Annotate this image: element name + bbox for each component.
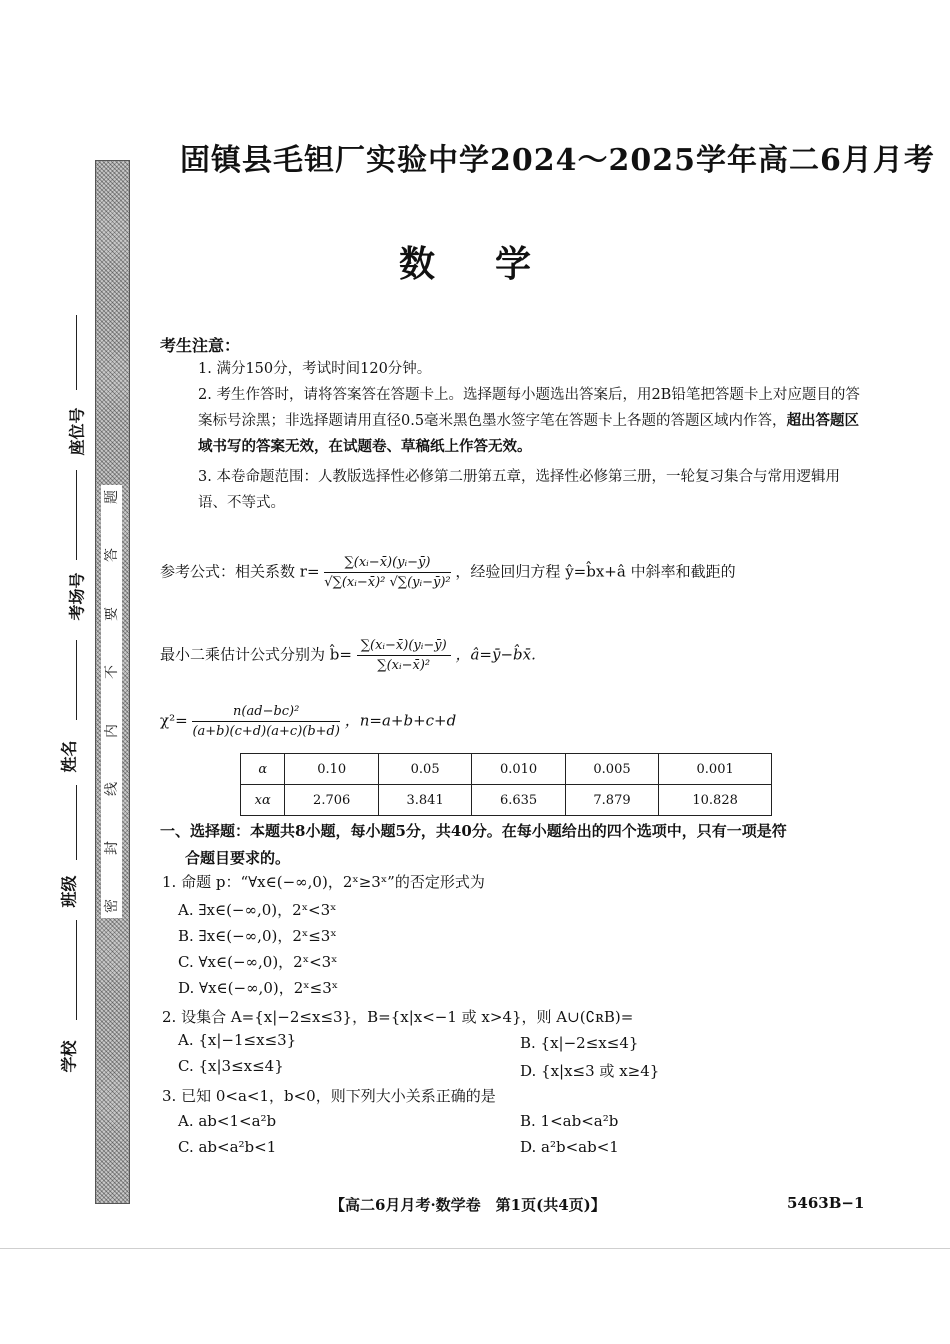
binding-char: 线 <box>103 782 120 797</box>
binding-char: 密 <box>103 898 120 913</box>
question-1-option-b[interactable]: B. ∃x∈(−∞,0)，2ˣ≤3ˣ <box>178 927 337 945</box>
binding-char: 要 <box>103 606 120 621</box>
question-1-option-d[interactable]: D. ∀x∈(−∞,0)，2ˣ≤3ˣ <box>178 979 339 997</box>
critical-value-table <box>240 753 772 816</box>
notice-item-1: 1. 满分150分，考试时间120分钟。 <box>198 361 432 377</box>
formula-least-squares: 最小二乘估计公式分别为 b̂= $\frac{\text{∑(xᵢ−x̄)(yᵢ−ȳ)}}{\text{∑(xᵢ−x̄)²}}$ ，â=ȳ−b̂x̄. <box>160 638 536 673</box>
question-3-option-d[interactable]: D. a²b<ab<1 <box>520 1138 619 1156</box>
binding-char: 封 <box>103 840 120 855</box>
question-3-stem: 3. 已知 0<a<1，b<0，则下列大小关系正确的是 <box>162 1087 496 1105</box>
question-1-stem: 1. 命题 p：“∀x∈(−∞,0)，2ˣ≥3ˣ”的否定形式为 <box>162 873 485 891</box>
exam-title: 固镇县毛钽厂实验中学2024～2025学年高二6月月考 <box>180 143 935 178</box>
notice-item-3: 3. 本卷命题范围：人教版选择性必修第二册第五章，选择性必修第三册，一轮复习集合与常用逻辑用语、不等式。 <box>198 469 840 511</box>
binding-char: 不 <box>103 665 120 680</box>
notice-heading: 考生注意： <box>160 336 241 355</box>
question-2-option-a[interactable]: A. {x|−1≤x≤3} <box>178 1031 297 1049</box>
question-3-option-b[interactable]: B. 1<ab<a²b <box>520 1112 619 1130</box>
binding-char: 答 <box>103 548 120 563</box>
table-cell: 0.005 <box>565 754 658 785</box>
name-line <box>76 640 77 720</box>
table-cell: α <box>241 754 285 785</box>
binding-strip-text <box>101 485 122 918</box>
page-bottom-rule <box>0 1248 950 1249</box>
question-3-option-c[interactable]: C. ab<a²b<1 <box>178 1138 277 1156</box>
table-row <box>241 785 772 816</box>
table-cell: 0.10 <box>285 754 378 785</box>
page-footer: 【高二6月月考·数学卷 第1页(共4页)】 <box>330 1196 606 1214</box>
chi-square-fraction: $\frac{\text{n(ad−bc)²}}{(a+b)(c+d)(a+c)(b+d)}$ <box>192 704 340 739</box>
slope-fraction: $\frac{\text{∑(xᵢ−x̄)(yᵢ−ȳ)}}{\text{∑(xᵢ−x̄)²}}$ <box>357 638 451 673</box>
exam-room-line <box>76 470 77 560</box>
notice-item-2: 2. 考生作答时，请将答案答在答题卡上。选择题每小题选出答案后，用2B铅笔把答题卡上对应题目的答案标号涂黑；非选择题请用直径0.5毫米黑色墨水签字笔在答题卡上各题的答题区域内作答，超出答题区域书写的答案无效，在试题卷、草稿纸上作答无效。 <box>198 387 860 455</box>
question-3-option-a[interactable]: A. ab<1<a²b <box>178 1112 277 1130</box>
table-cell: 10.828 <box>659 785 772 816</box>
table-cell: 3.841 <box>378 785 471 816</box>
table-cell: 0.001 <box>659 754 772 785</box>
seat-number-field[interactable]: 座位号 <box>67 407 87 456</box>
formula-correlation: 参考公式：相关系数 r= $\frac{\text{∑(xᵢ−x̄)(yᵢ−ȳ)}}{\text{√∑(xᵢ−x̄)² √∑(yᵢ−ȳ)²}}$ ，经验回归方程 ŷ=b̂x+â 中斜率和截距的 <box>160 555 736 590</box>
school-line <box>76 920 77 1020</box>
notice-emphasis: 超出答题区域书写的答案无效，在试题卷、草稿纸上作答无效。 <box>198 412 860 455</box>
table-cell: xα <box>241 785 285 816</box>
formula-chi-square: χ²= $\frac{\text{n(ad−bc)²}}{(a+b)(c+d)(a+c)(b+d)}$ ，n=a+b+c+d <box>160 704 457 739</box>
table-cell: 2.706 <box>285 785 378 816</box>
section-heading: 一、选择题：本题共8小题，每小题5分，共40分。在每小题给出的四个选项中，只有一项是符 合题目要求的。 <box>160 822 787 867</box>
seat-number-line <box>76 315 77 390</box>
subject-title: 数学 <box>398 243 591 285</box>
question-1-option-c[interactable]: C. ∀x∈(−∞,0)，2ˣ<3ˣ <box>178 953 338 971</box>
question-2-option-c[interactable]: C. {x|3≤x≤4} <box>178 1057 284 1075</box>
table-cell: 0.05 <box>378 754 471 785</box>
table-cell: 6.635 <box>472 785 565 816</box>
question-2-stem: 2. 设集合 A={x|−2≤x≤3}，B={x|x<−1 或 x>4}，则 A∪(∁ʀB)= <box>162 1008 634 1026</box>
exam-room-field[interactable]: 考场号 <box>67 572 87 621</box>
class-field[interactable]: 班级 <box>59 875 79 908</box>
question-1-option-a[interactable]: A. ∃x∈(−∞,0)，2ˣ<3ˣ <box>178 901 337 919</box>
table-cell: 0.010 <box>472 754 565 785</box>
name-field[interactable]: 姓名 <box>59 740 79 773</box>
question-2-option-b[interactable]: B. {x|−2≤x≤4} <box>520 1034 639 1052</box>
class-line <box>76 785 77 860</box>
table-row <box>241 754 772 785</box>
table-cell: 7.879 <box>565 785 658 816</box>
correlation-fraction: $\frac{\text{∑(xᵢ−x̄)(yᵢ−ȳ)}}{\text{√∑(xᵢ−x̄)² √∑(yᵢ−ȳ)²}}$ <box>324 555 451 590</box>
binding-char: 题 <box>103 490 120 504</box>
exam-code: 5463B−1 <box>787 1194 865 1212</box>
school-field[interactable]: 学校 <box>59 1040 79 1073</box>
binding-char: 内 <box>103 723 120 738</box>
question-2-option-d[interactable]: D. {x|x≤3 或 x≥4} <box>520 1062 660 1080</box>
